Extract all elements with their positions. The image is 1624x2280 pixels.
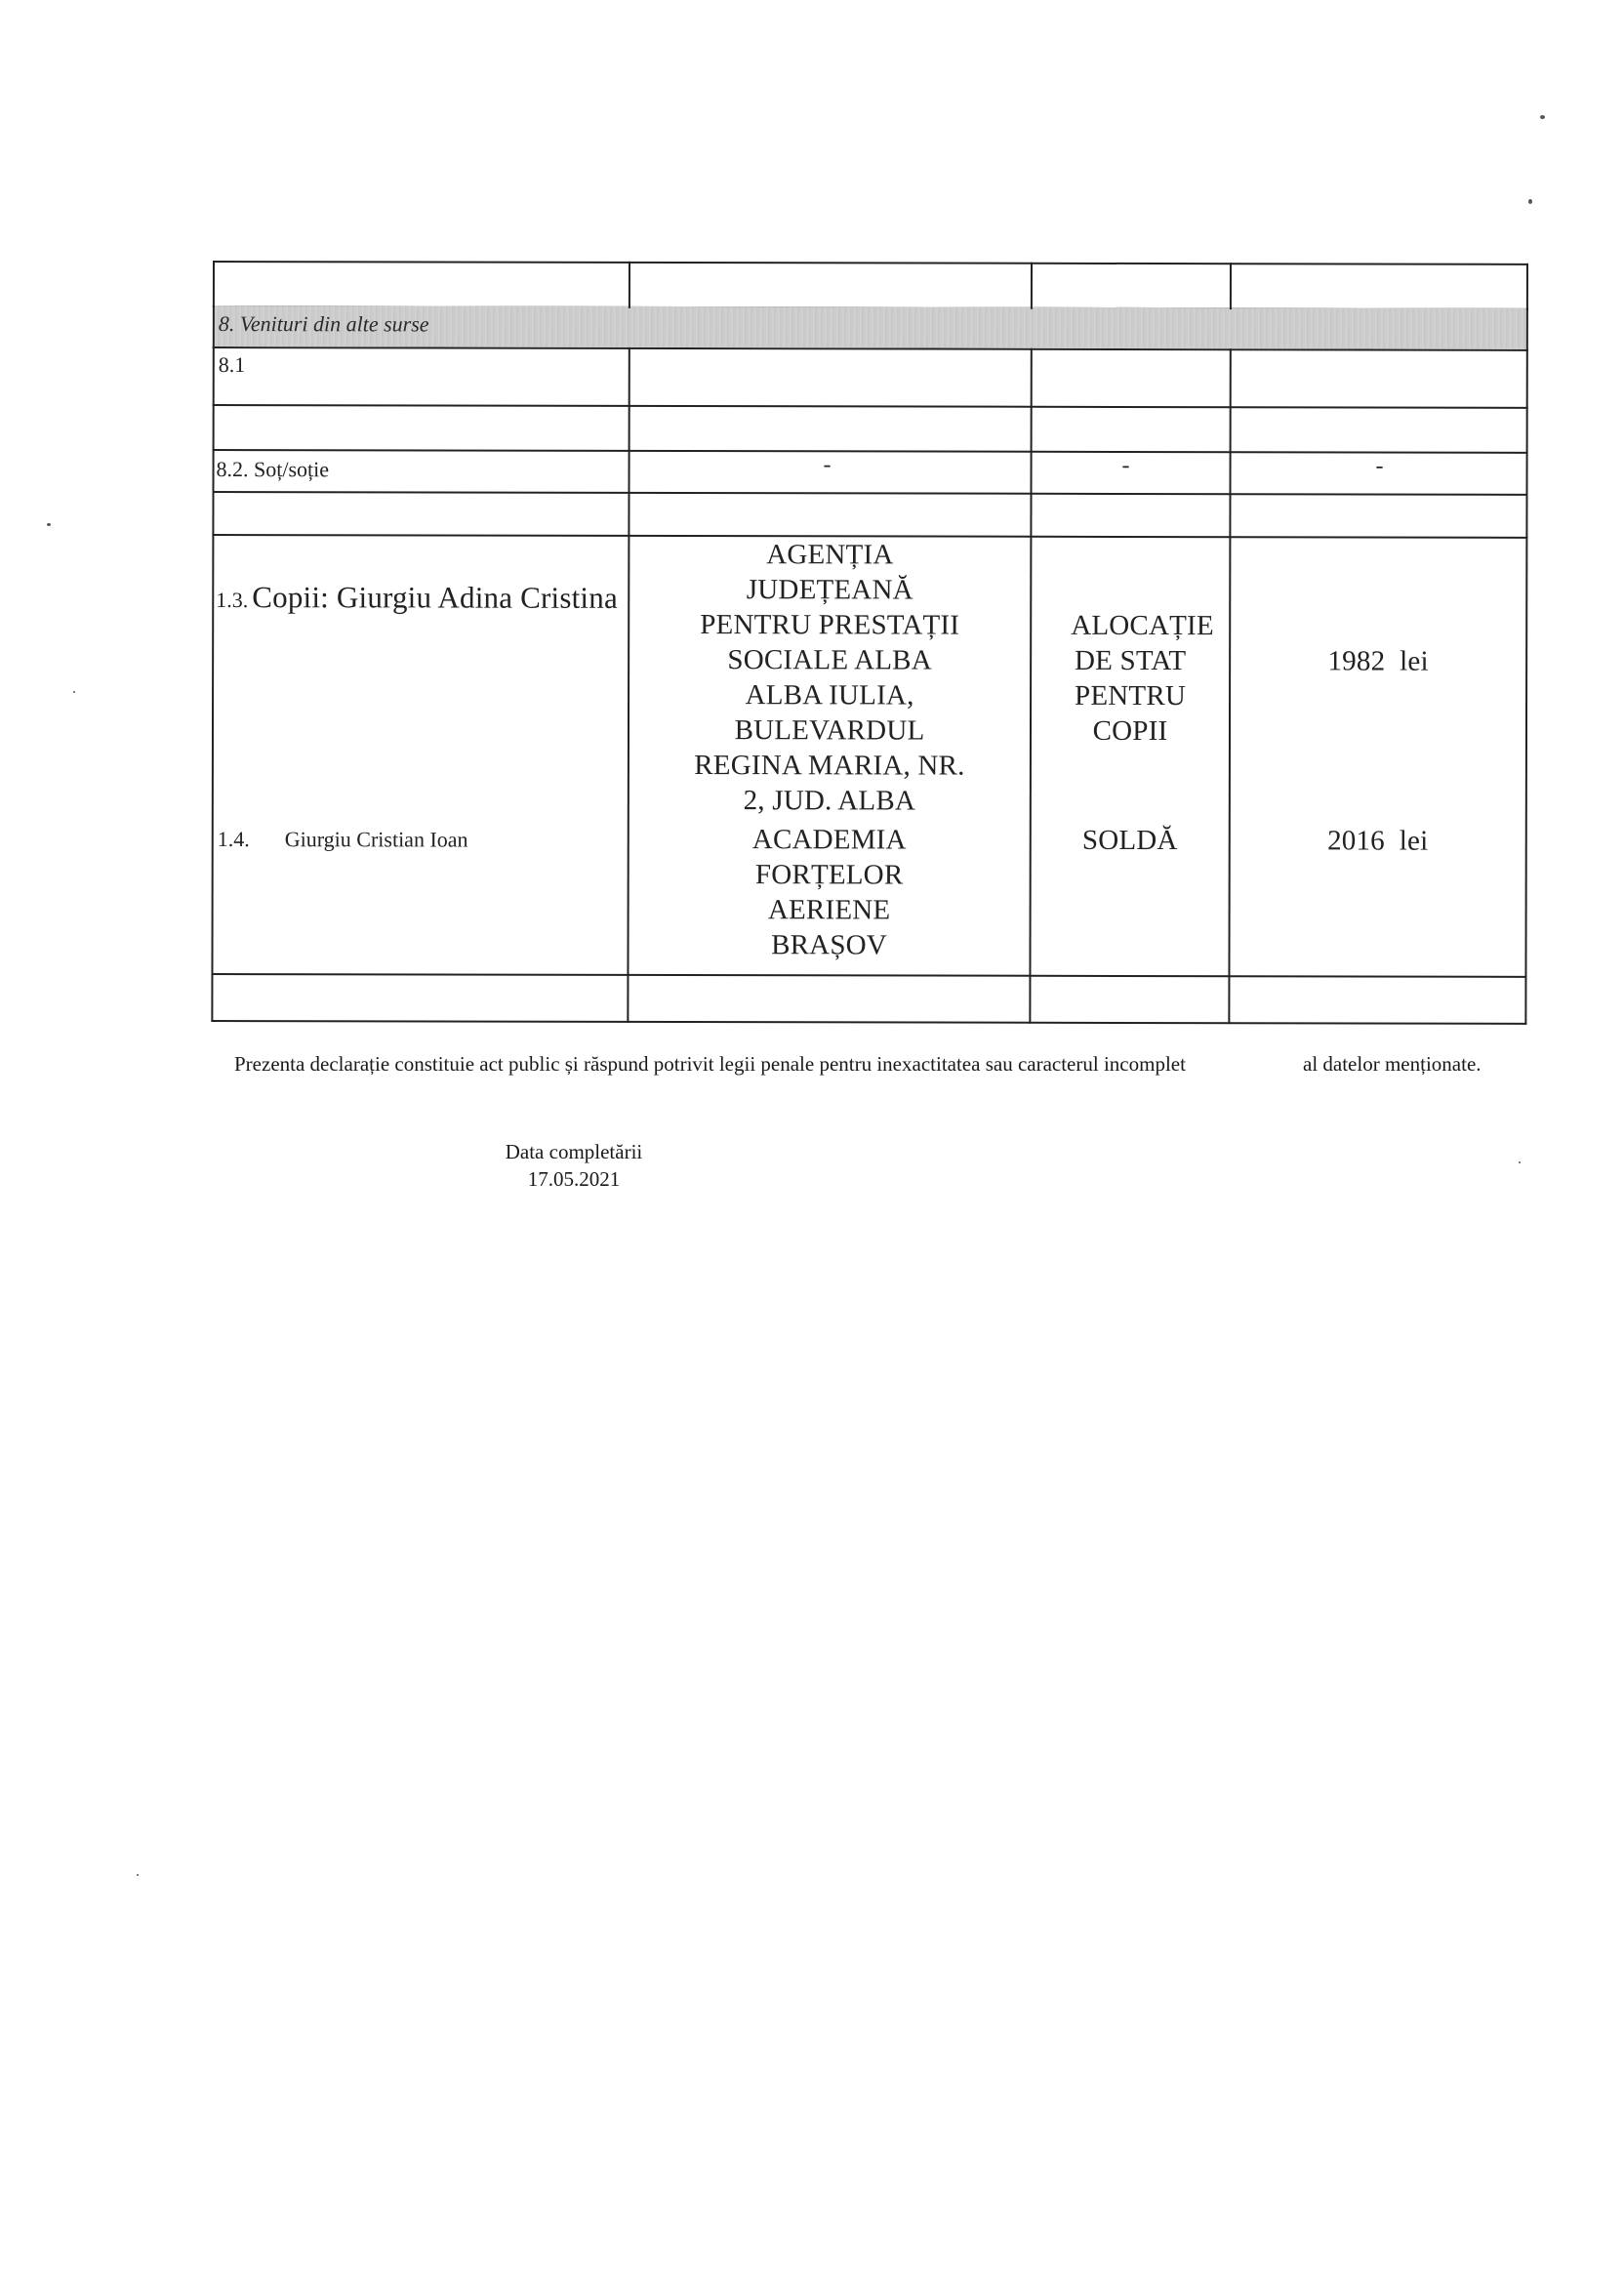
table-divider — [213, 449, 1528, 454]
column-divider — [1031, 263, 1033, 309]
scan-speck — [47, 523, 51, 526]
column-divider — [1230, 263, 1232, 309]
table-divider — [213, 491, 1528, 496]
column-divider — [629, 262, 630, 308]
row-number: 1.3. — [216, 588, 249, 613]
row-label-1-4 — [218, 827, 468, 853]
spouse-source-cell: - — [823, 452, 832, 478]
table-right-border — [1526, 308, 1528, 351]
child-service-cell: ALOCAȚIE DE STAT PENTRU COPII — [1071, 609, 1214, 748]
person-income-cell: 2016 lei — [1327, 825, 1429, 857]
spouse-service-cell: - — [1121, 452, 1130, 478]
row-number: 1.4. — [217, 827, 250, 852]
legal-statement-tail: al datelor menționate. — [1303, 1052, 1482, 1076]
row-label-8-2: 8.2. Soț/soție — [216, 457, 330, 482]
table-left-border — [213, 261, 215, 307]
row-label-1-3 — [216, 580, 618, 616]
child-source-cell: AGENȚIA JUDEȚEANĂ PENTRU PRESTAȚII SOCIALE ALBA ALBA IULIA, BULEVARDUL REGINA MARIA, NR. 2, JUD. ALBA — [694, 539, 965, 817]
date-label: Data completării — [505, 1140, 643, 1163]
child-income-cell: 1982 lei — [1327, 645, 1429, 677]
scan-speck — [73, 691, 75, 693]
table-top-border — [213, 261, 1528, 265]
table-bottom-border — [211, 1020, 1526, 1025]
completion-date-block — [467, 1138, 681, 1193]
section-title: 8. Venituri din alte surse — [218, 311, 429, 337]
income-table — [211, 261, 1528, 1025]
spouse-income-cell: - — [1375, 453, 1384, 479]
scan-speck — [1540, 115, 1545, 119]
scan-speck — [1528, 199, 1532, 204]
row-label-8-1: 8.1 — [218, 352, 246, 378]
person-service-cell: SOLDĂ — [1081, 824, 1178, 857]
legal-statement: Prezenta declarație constituie act public și răspund potrivit legii penale pentru inexactitatea sau caracterul incomplet — [234, 1052, 1186, 1076]
table-right-border — [1524, 349, 1527, 1025]
person-source-cell: ACADEMIA FORȚELOR AERIENE BRAȘOV — [751, 824, 907, 961]
table-divider — [213, 404, 1528, 409]
scan-speck — [137, 1874, 139, 1876]
scan-speck — [1519, 1161, 1521, 1163]
table-divider — [211, 973, 1526, 978]
person-name: Giurgiu Cristian Ioan — [284, 827, 468, 852]
table-left-border — [211, 346, 214, 1022]
date-value: 17.05.2021 — [527, 1167, 621, 1191]
table-left-border — [213, 305, 215, 348]
child-name: Copii: Giurgiu Adina Cristina — [252, 580, 618, 615]
table-right-border — [1526, 264, 1528, 310]
